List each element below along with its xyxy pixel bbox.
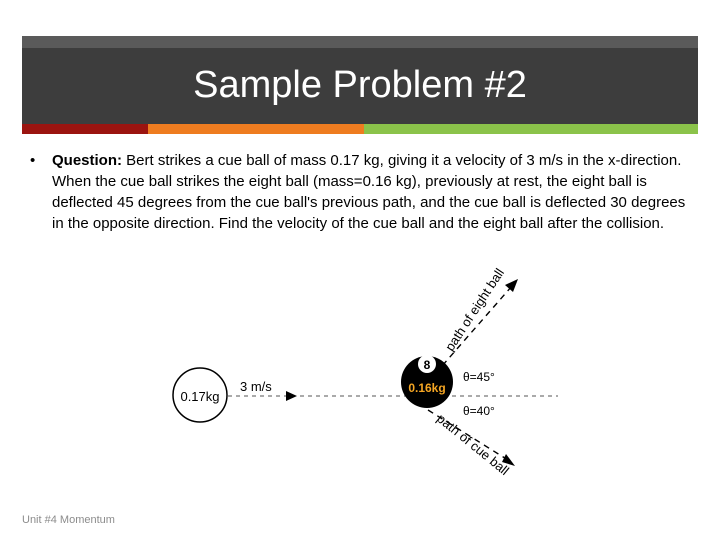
eight-ball-path-arrowhead [505,279,518,292]
eight-ball-number: 8 [423,358,431,372]
velocity-label: 3 m/s [240,379,272,394]
cue-ball-mass: 0.17kg [180,389,220,404]
bullet-marker: • [30,152,36,169]
velocity-arrowhead [286,391,297,401]
footer-text: Unit #4 Momentum [22,514,115,526]
angle-upper-label: θ=45° [463,370,495,384]
eight-ball-mass: 0.16kg [408,381,446,395]
angle-lower-label: θ=40° [463,404,495,418]
question-text: Bert strikes a cue ball of mass 0.17 kg, giving it a velocity of 3 m/s in the x-direction. When the cue ball strikes the eight ball (mass=0.16 kg), previously at rest, the eight ball is deflected 45 degrees from the cue ball's previous path, and the cue ball is deflected 30 degrees in the opposite direction. Find the velocity of the cue ball and the eight ball after the collision. [52,152,686,232]
cue-ball-path-text: path of cue ball [434,410,512,479]
slide-title: Sample Problem #2 [193,64,527,106]
question-label: Question: [52,152,122,169]
eight-ball-path-text: path of eight ball [441,265,508,354]
